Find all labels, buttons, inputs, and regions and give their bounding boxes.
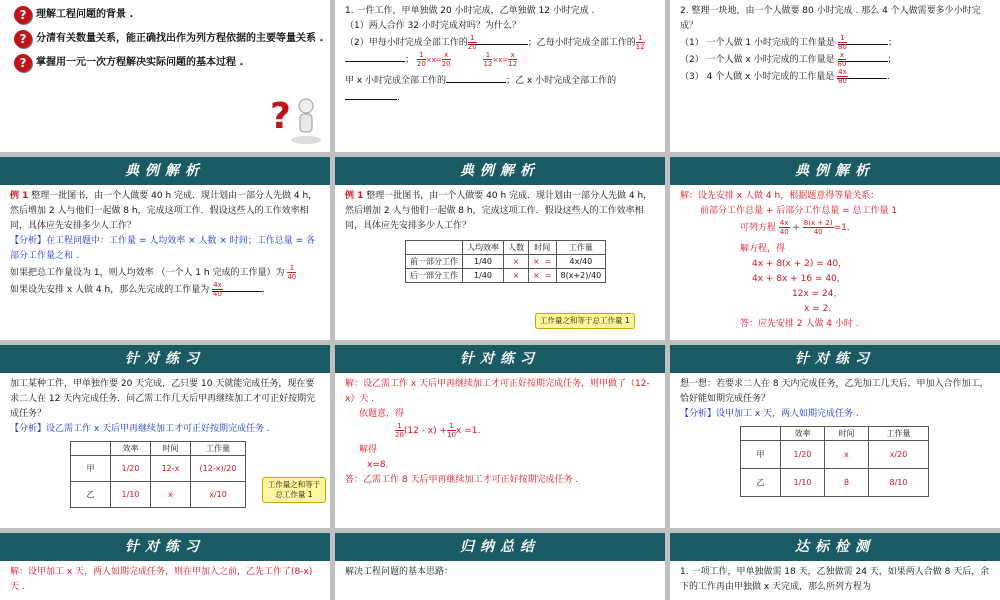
answer-blank[interactable]: $\frac{1}{20}$ — [468, 34, 528, 45]
section-title: 针对练习 — [335, 345, 665, 373]
question-mark-icon: ? — [14, 30, 32, 48]
panel-practice-1-solution[interactable]: 针对练习 解：设乙需工作 x 天后甲再继续加工才可正好按期完成任务，则甲做了（12-x）天 . 依题意，得 $\frac{1}{20}$ (12 - x) + $\frac{1}{10}$ x =1. 解得 x=8. 答：乙需工作 8 天后甲再继续加工才可正好按期完成任务 . — [335, 345, 665, 528]
section-title: 针对练习 — [0, 345, 330, 373]
section-title: 针对练习 — [0, 533, 330, 561]
sticky-note: 工作量之和等于总工作量 1 — [535, 313, 635, 329]
panel-practice-1[interactable]: 针对练习 加工某种工件，甲单独作要 20 天完成，乙只要 10 天就能完成任务，现在要求二人在 12 天内完成任务．问乙需工作几天后甲再继续加工才可正好按期完成任务？ 【分析】设乙需工作 x 天后甲再继续加工才可正好按期完成任务 . 效率 时间 工作量 甲 1/20 12-x (12-x)/20 乙 1/10 x x/10 工作量之和等于总工作量 1 — [0, 345, 330, 528]
answer-blank[interactable] — [345, 51, 405, 62]
example-label: 例 1 — [10, 191, 29, 201]
section-title: 归纳总结 — [335, 533, 665, 561]
panel-summary[interactable]: 归纳总结 解决工程问题的基本思路： — [335, 533, 665, 600]
panel-goals[interactable] — [0, 0, 330, 152]
analysis-text: 【分析】在工程问题中：工作量 = 人均效率 × 人数 × 时间；工作总量 = 各部分工作量之和 . — [10, 236, 316, 261]
panel-problem-2[interactable]: 2. 整理一块地，由一个人做要 80 小时完成 . 那么 4 个人做需要多少小时完成？ （1） 一个人做 1 小时完成的工作量是 $\frac{1}{80}$ ； （2） 一个人做 x 小时完成的工作量是 $\frac{x}{80}$ ； （3） 4 个人做 x 小时完成的工作量是 $\frac{4x}{80}$ . — [670, 0, 1000, 152]
question-2: （2）甲每小时完成全部工作的 $\frac{1}{20}$ ；乙每小时完成全部工作的 $\frac{1}{12}$ — [345, 34, 645, 51]
svg-text:?: ? — [270, 96, 291, 137]
panel-example-1-table[interactable]: 典例解析 例 1 整理一批图书，由一个人做要 40 h 完成．现计划由一部分人先做 4 h，然后增加 2 人与他们一起做 8 h，完成这项工作．假设这些人的工作效率相同，具体应先安排多少人工作？ 人均效率 人数 时间 工作量 前一部分工作 1/40 × × = 4x/40 后一部分工作 1/40 × × = 8(x+2)/40 工作量之和等于总工作量 1 — [335, 157, 665, 340]
problem-text: 1. 一件工作，甲单独做 20 小时完成，乙单独做 12 小时完成 . — [345, 6, 595, 16]
answer-blank[interactable]: $\frac{1}{80}$ — [838, 34, 888, 45]
panel-practice-2-solution[interactable]: 针对练习 解：设甲加工 x 天，两人如期完成任务，则在甲加入之前，乙先工作了(8-x) 天 . — [0, 533, 330, 600]
table-row: 乙 1/10 x x/10 — [71, 482, 246, 508]
table-row: 甲 1/20 12-x (12-x)/20 — [71, 456, 246, 482]
work-table: 效率 时间 工作量 甲 1/20 12-x (12-x)/20 乙 1/10 x x/10 — [70, 441, 246, 508]
panel-practice-2[interactable]: 针对练习 想一想：若要求二人在 8 天内完成任务，乙先加工几天后，甲加入合作加工，恰好能如期完成任务？ 【分析】设甲加工 x 天，两人如期完成任务 . 效率 时间 工作量 甲 1/20 x x/20 乙 1/10 8 8/10 — [670, 345, 1000, 528]
section-title: 针对练习 — [670, 345, 1000, 373]
panel-example-1-solution[interactable]: 典例解析 解：设先安排 x 人做 4 h，根据题意得等量关系： 前部分工作总量 + 后部分工作总量 = 总工作量 1 可列方程 $\frac{4x}{40}$ + $\frac{8(x + 2)}{40}$ =1. 解方程，得 4x + 8(x + 2) = 40， 4x + 8x + 16 = 40， 12x = 24， x = 2. 答：应先安排 2 人做 4 小时 . — [670, 157, 1000, 340]
goal-item: ? 分清有关数量关系，能正确找出作为列方程依据的主要等量关系 . — [14, 30, 330, 48]
table-row: 后一部分工作 1/40 × × = 8(x+2)/40 — [406, 269, 606, 283]
table-row: 前一部分工作 1/40 × × = 4x/40 — [406, 255, 606, 269]
goal-item: ? 掌握用一元一次方程解决实际问题的基本过程 . — [14, 54, 330, 72]
question-1: （1）两人合作 32 小时完成对吗？为什么？ — [345, 21, 521, 31]
work-table: 效率 时间 工作量 甲 1/20 x x/20 乙 1/10 8 8/10 — [740, 426, 929, 497]
answer-blank[interactable]: $\frac{x}{80}$ — [838, 51, 888, 62]
table-row: 甲 1/20 x x/20 — [741, 441, 929, 469]
problem-text: 2. 整理一块地，由一个人做要 80 小时完成 . 那么 4 个人做需要多少小时完成？ — [680, 6, 981, 31]
answer-blank[interactable]: $\frac{4x}{80}$ — [837, 68, 887, 79]
section-title: 典例解析 — [670, 157, 1000, 185]
panel-quiz[interactable]: 达标检测 1. 一项工作，甲单独做需 18 天，乙独做需 24 天，如果两人合做 8 天后，余下的工作再由甲独做 x 天完成，那么所列方程为 — [670, 533, 1000, 600]
question-mark-icon: ? — [14, 6, 32, 24]
answer-blank[interactable] — [345, 89, 397, 100]
table-row: 乙 1/10 8 8/10 — [741, 469, 929, 497]
goal-item: ? 理解工程问题的背景 . — [14, 6, 330, 24]
thinking-figure-icon — [268, 92, 323, 147]
panel-problem-1[interactable]: 1. 一件工作，甲单独做 20 小时完成，乙单独做 12 小时完成 . （1）两人合作 32 小时完成对吗？为什么？ （2）甲每小时完成全部工作的 $\frac{1}{20}$ ；乙每小时完成全部工作的 $\frac{1}{12}$ ； $\frac{1}{20}$ ×x= $\frac{x}{20}$ $\frac{1}{12}$ ×x= $\frac{x}{12}$ 甲 x 小时完成全部工作的 ；乙 x 小时完成全部工作的 . — [335, 0, 665, 152]
section-title: 达标检测 — [670, 533, 1000, 561]
sticky-note: 工作量之和等于总工作量 1 — [262, 477, 326, 503]
answer-blank[interactable] — [446, 72, 506, 83]
work-table: 人均效率 人数 时间 工作量 前一部分工作 1/40 × × = 4x/40 后一部分工作 1/40 × × = 8(x+2)/40 — [405, 240, 606, 283]
section-title: 典例解析 — [335, 157, 665, 185]
fraction-answer: $\frac{1}{20}$ — [416, 51, 426, 68]
question-mark-icon: ? — [14, 54, 32, 72]
panel-example-1[interactable]: 典例解析 例 1 整理一批图书，由一个人做要 40 h 完成．现计划由一部分人先做 4 h，然后增加 2 人与他们一起做 8 h，完成这项工作．假设这些人的工作效率相同，具体应先安排多少人工作？ 【分析】在工程问题中：工作量 = 人均效率 × 人数 × 时间；工作总量 = 各部分工作量之和 . 如果把总工作量设为 1，则人均效率 （一个人 1 h 完成的工作量）为 $\frac{1}{40}$ 如果设先安排 x 人做 4 h，那么先完成的工作量为 $\frac{4x}{40}$ . — [0, 157, 330, 340]
section-title: 典例解析 — [0, 157, 330, 185]
